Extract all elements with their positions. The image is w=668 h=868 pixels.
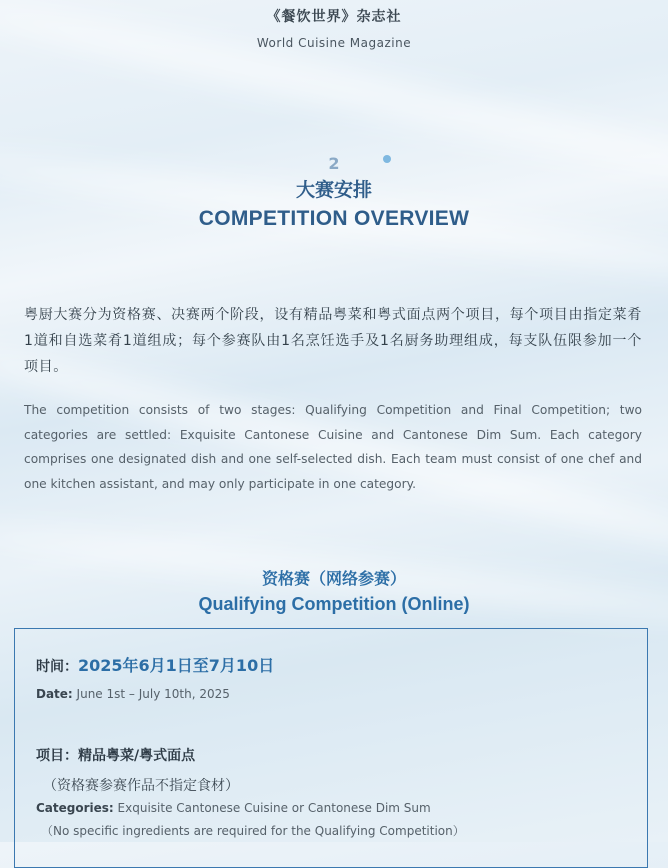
category-value-en: Exquisite Cantonese Cuisine or Cantonese Dim Sum bbox=[113, 801, 431, 815]
overview-paragraph-cn: 粤厨大赛分为资格赛、决赛两个阶段，设有精品粤菜和粤式面点两个项目，每个项目由指定菜肴1道和自选菜肴1道组成；每个参赛队由1名烹饪选手及1名厨务助理组成，每支队伍限参加一个项目。 bbox=[24, 307, 642, 375]
date-label: Date: bbox=[36, 687, 73, 701]
ingredient-note-cn: （资格赛参赛作品不指定食材） bbox=[43, 778, 239, 794]
qualifying-info-card bbox=[14, 628, 648, 868]
ingredient-note-en: （No specific ingredients are required for the Qualifying Competition） bbox=[41, 824, 465, 838]
category-label-en: Categories: bbox=[36, 801, 114, 815]
category-label: 项目： bbox=[36, 748, 78, 764]
qualifying-title-en: Qualifying Competition (Online) bbox=[198, 594, 470, 614]
section-title-en: COMPETITION OVERVIEW bbox=[198, 207, 470, 230]
date-row-en bbox=[36, 687, 230, 701]
magazine-name-cn: 《餐饮世界》杂志社 bbox=[266, 9, 402, 25]
category-row-en bbox=[36, 801, 431, 815]
magazine-name-en: World Cuisine Magazine bbox=[256, 36, 412, 50]
qualifying-heading bbox=[0, 566, 668, 615]
category-row bbox=[36, 745, 195, 765]
time-value: 2025年6月1日至7月10日 bbox=[78, 656, 275, 675]
overview-paragraph-en: The competition consists of two stages: Qualifying Competition and Final Competition; two categories are settled: Exquisite Cantonese Cuisine and Cantonese Dim Sum. Each category comprises one designated dish and one self-selected dish. Each team must consist of one chef and one kitchen assistant, and may only participate in one category. bbox=[24, 403, 642, 491]
date-value: June 1st – July 10th, 2025 bbox=[72, 687, 230, 701]
section-number: 2 bbox=[328, 154, 340, 173]
time-label: 时间： bbox=[36, 659, 78, 675]
qualifying-title-cn: 资格赛（网络参赛） bbox=[261, 569, 406, 588]
category-value: 精品粤菜/粤式面点 bbox=[78, 748, 196, 764]
masthead bbox=[0, 6, 668, 50]
section-heading bbox=[0, 154, 668, 231]
section-title-cn: 大赛安排 bbox=[295, 179, 372, 201]
time-row bbox=[36, 653, 274, 676]
